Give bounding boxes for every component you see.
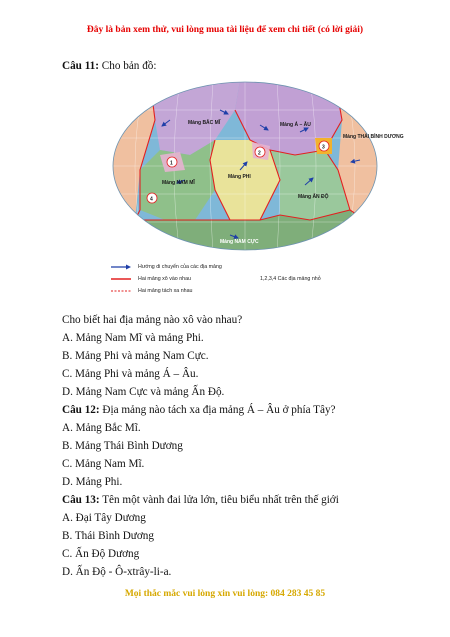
header-notice: Đây là bản xem thử, vui lòng mua tài liệu để xem chi tiết (có lời giải) (86, 25, 364, 35)
legend-converge (110, 274, 191, 284)
tectonic-plate-map (110, 80, 404, 255)
question-11-prompt: Cho biết hai địa mảng nào xô vào nhau? (62, 314, 243, 326)
label-an-do: Mảng ẤN ĐỘ (298, 194, 329, 200)
label-nam-cuc: Mảng NAM CỰC (220, 239, 259, 245)
q12-option-c: C. Mảng Nam Mĩ. (62, 458, 145, 470)
small-plate-1: 1 (170, 160, 173, 167)
question-13 (62, 491, 339, 509)
question-12-number: Câu 12: (62, 404, 100, 416)
q12-option-b: B. Mảng Thái Bình Dương (62, 440, 183, 452)
label-thai-binh-duong: Mảng THÁI BÌNH DƯƠNG (343, 134, 404, 140)
legend-diverge (110, 286, 192, 296)
question-12-text: Địa mảng nào tách xa địa mảng Á – Âu ở phía Tây? (102, 404, 336, 416)
map-legend (110, 262, 380, 307)
legend-converge-icon (110, 276, 132, 282)
q13-option-a: A. Đại Tây Dương (62, 512, 146, 524)
q13-option-c: C. Ấn Độ Dương (62, 548, 140, 560)
q13-option-d: D. Ấn Độ - Ô-xtrây-li-a. (62, 566, 172, 578)
question-13-text: Tên một vành đai lửa lớn, tiêu biểu nhất trên thế giới (102, 494, 339, 506)
legend-diverge-icon (110, 288, 132, 294)
small-plate-3: 3 (322, 144, 325, 151)
legend-small-plates (260, 274, 321, 284)
footer-notice: Mọi thắc mắc vui lòng xin vui lòng: 084 283 45 85 (124, 589, 326, 599)
q11-option-b: B. Mảng Phi và mảng Nam Cực. (62, 350, 209, 362)
q11-option-d: D. Mảng Nam Cực và mảng Ấn Độ. (62, 386, 225, 398)
question-13-number: Câu 13: (62, 494, 100, 506)
legend-converge-text: Hai mảng xô vào nhau (138, 276, 192, 282)
legend-arrows (110, 262, 222, 272)
q11-option-a: A. Mảng Nam Mĩ và mảng Phi. (62, 332, 204, 344)
legend-diverge-text: Hai mảng tách xa nhau (138, 288, 193, 294)
small-plate-4: 4 (150, 196, 153, 203)
label-phi: Mảng PHI (228, 174, 251, 180)
question-11 (62, 57, 157, 75)
question-12 (62, 401, 336, 419)
label-a-au: Mảng Á – ÂU (280, 122, 311, 128)
legend-small-plates-text: 1,2,3,4 Các địa mảng nhỏ (260, 276, 321, 282)
label-nam-mi: Mảng NAM MĨ (162, 180, 195, 186)
map-svg (110, 80, 404, 255)
pacific-plate-east (335, 80, 380, 255)
q11-option-c: C. Mảng Phi và mảng Á – Âu. (62, 368, 199, 380)
legend-arrows-text: Hướng di chuyển của các địa mảng (138, 264, 222, 270)
q12-option-d: D. Mảng Phi. (62, 476, 123, 488)
legend-arrow-icon (110, 264, 132, 270)
question-11-number: Câu 11: (62, 60, 99, 72)
question-11-text: Cho bản đồ: (101, 60, 157, 72)
label-bac-mi: Mảng BẮC MĨ (188, 120, 221, 126)
small-plate-2: 2 (258, 150, 261, 157)
q12-option-a: A. Mảng Bắc Mĩ. (62, 422, 141, 434)
q13-option-b: B. Thái Bình Dương (62, 530, 154, 542)
